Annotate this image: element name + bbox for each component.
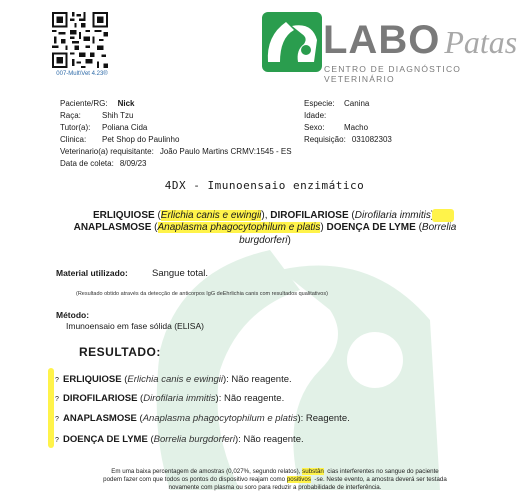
breed-row: [60, 110, 133, 122]
result-marker: ?: [55, 396, 59, 403]
age-row: [304, 110, 332, 122]
qr-caption: 007-Mult\Vet 4.23®: [56, 71, 108, 77]
requisicao-value: 031082303: [351, 135, 392, 144]
patient-row: [60, 98, 134, 110]
especie-value: Canina: [344, 99, 370, 108]
result-value: : Não reagente.: [218, 393, 285, 404]
footer-disclaimer: [60, 468, 490, 492]
exam-title: 4DX - Imunoensaio enzimático: [164, 179, 365, 192]
test-agent: Erlichia canis e ewingii: [160, 210, 262, 221]
result-agent: Anaplasma phagocytophilum e platis: [142, 413, 298, 424]
paciente-label: Paciente/RG:: [60, 99, 108, 108]
test-name: DOENÇA DE LYME: [326, 222, 416, 233]
footer-line: novamente com plasma ou soro para reduzir a probabilidade de interferência.: [168, 484, 382, 491]
test-agent: Anaplasma phagocytophilum e platis: [157, 222, 321, 233]
highlight-mark: [432, 209, 454, 222]
footer-text: -se. Neste evento, a amostra deverá ser testada: [314, 476, 447, 483]
tutor-value: Poliana Cida: [102, 123, 148, 132]
result-name: ANAPLASMOSE: [63, 413, 137, 424]
method-note: (Resultado obtido através da detecção de anticorpos IgG deEhrlichia canis com resultados qualitativos): [76, 291, 328, 297]
clinica-value: Pet Shop do Paulinho: [102, 135, 180, 144]
test-name: ANAPLASMOSE: [73, 222, 152, 233]
result-heading: RESULTADO:: [79, 345, 161, 359]
sexo-value: Macho: [344, 123, 369, 132]
test-agent: Dirofilaria immitis: [354, 210, 431, 221]
collection-date-row: [60, 158, 147, 170]
material-label: Material utilizado:: [56, 268, 128, 278]
logo-patas: Patas: [444, 24, 518, 60]
data-value: 8/09/23: [119, 159, 147, 168]
result-name: DIROFILARIOSE: [63, 393, 138, 404]
footer-line: [60, 476, 490, 484]
result-name: DOENÇA DE LYME: [63, 434, 148, 445]
paciente-value: Nick: [117, 99, 135, 108]
result-row: ? ERLIQUIOSE (Erlichia canis e ewingii): Não reagente.: [55, 374, 292, 385]
sexo-label: Sexo:: [304, 123, 325, 132]
material-value: Sangue total.: [152, 268, 208, 279]
species-row: [304, 98, 369, 110]
clinica-label: Clinica:: [60, 135, 87, 144]
result-value: : Reagente.: [300, 413, 350, 424]
vet-value: João Paulo Martins CRMV:1545 - ES: [159, 147, 292, 156]
highlight-bracket: [48, 368, 54, 448]
logo-wordmark: [323, 18, 517, 62]
method-value: Imunoensaio em fase sólida (ELISA): [66, 321, 204, 331]
clinic-row: [60, 134, 179, 146]
result-row: ? ANAPLASMOSE (Anaplasma phagocytophilum e platis): Reagente.: [55, 413, 350, 424]
data-label: Data de coleta:: [60, 159, 114, 168]
result-marker: ?: [55, 437, 59, 444]
result-row: ? DOENÇA DE LYME (Borrelia burgdorferi): Não reagente.: [55, 434, 304, 445]
vet-label: Veterinario(a) requisitante:: [60, 147, 154, 156]
labopatas-logo-icon: [262, 12, 322, 72]
tutor-row: [60, 122, 147, 134]
requisition-row: [304, 134, 392, 146]
result-agent: Erlichia canis e ewingii: [127, 374, 223, 385]
tests-line-2: ANAPLASMOSE (Anaplasma phagocytophilum e platis) DOENÇA DE LYME (Borrelia burgdorferi): [73, 222, 457, 246]
test-agent: Borrelia burgdorferi: [239, 222, 457, 246]
idade-label: Idade:: [304, 111, 327, 120]
footer-text: cias interferentes no sangue do paciente: [327, 468, 439, 475]
qr-code-icon: [52, 12, 108, 68]
footer-highlight: substân: [302, 468, 324, 475]
logo-labo: LABO: [323, 18, 441, 62]
test-name: ERLIQUIOSE: [93, 210, 155, 221]
test-name: DIROFILARIOSE: [270, 210, 349, 221]
raca-value: Shih Tzu: [102, 111, 134, 120]
method-label: Método:: [56, 310, 90, 320]
footer-line: [60, 468, 490, 476]
result-name: ERLIQUIOSE: [63, 374, 122, 385]
footer-highlight: positivos: [286, 476, 311, 483]
footer-text: podem fazer com que todos os pontos do dispositivo reajam como: [103, 476, 286, 483]
result-value: : Não reagente.: [238, 434, 304, 445]
result-agent: Dirofilaria immitis: [143, 393, 216, 404]
especie-label: Especie:: [304, 99, 335, 108]
result-value: : Não reagente.: [226, 374, 292, 385]
result-marker: ?: [55, 416, 59, 423]
logo-subtitle: CENTRO DE DIAGNÓSTICO VETERINÁRIO: [324, 64, 462, 84]
tutor-label: Tutor(a):: [60, 123, 91, 132]
vet-row: [60, 146, 292, 158]
raca-label: Raça:: [60, 111, 81, 120]
footer-text: Em uma baixa percentagem de amostras (0,027%, segundo relatos),: [111, 468, 301, 475]
tests-line-1: ERLIQUIOSE (Erlichia canis e ewingii), DIROFILARIOSE (Dirofilaria immitis: [93, 210, 431, 221]
sex-row: [304, 122, 368, 134]
result-row: ? DIROFILARIOSE (Dirofilaria immitis): Não reagente.: [55, 393, 285, 404]
requisicao-label: Requisição:: [304, 135, 346, 144]
result-agent: Borrelia burgdorferi: [153, 434, 235, 445]
result-marker: ?: [55, 377, 59, 384]
